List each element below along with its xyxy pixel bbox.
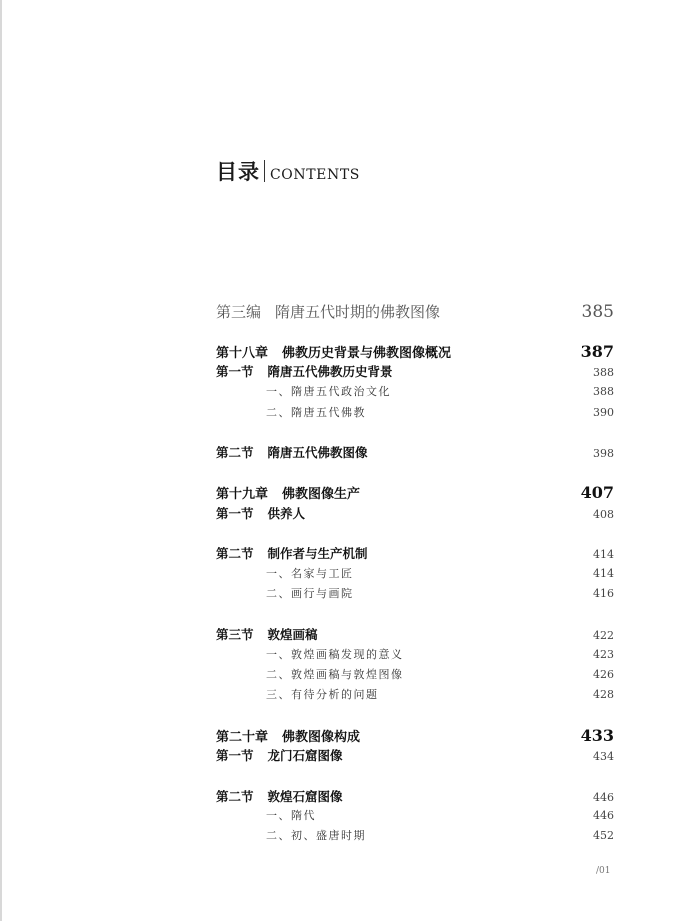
subsection-page: 423	[593, 648, 614, 661]
section-number: 第二节	[216, 445, 254, 460]
section-page: 408	[593, 508, 614, 521]
toc-part[interactable]	[216, 301, 614, 322]
chapter-title: 佛教图像生产	[282, 487, 361, 502]
chapter-number: 第十九章	[216, 487, 269, 502]
section-number: 第二节	[216, 789, 254, 804]
section-page: 388	[593, 366, 614, 379]
toc-subsection[interactable]	[216, 807, 614, 823]
chapter-page: 433	[580, 726, 614, 745]
section-page: 398	[593, 447, 614, 460]
subsection-page: 414	[593, 567, 614, 580]
toc-chapter[interactable]	[216, 483, 614, 502]
chapter-number: 第十八章	[216, 346, 269, 361]
section-page: 422	[593, 629, 614, 642]
chapter-number: 第二十章	[216, 730, 269, 745]
subsection-title: 三、有待分析的问题	[266, 688, 379, 701]
toc-entry-label	[216, 746, 343, 764]
toc-entry-label	[216, 443, 368, 461]
part-title: 隋唐五代时期的佛教图像	[275, 303, 441, 321]
toc-entry-label	[216, 726, 360, 745]
subsection-page: 390	[593, 406, 614, 419]
subsection-title: 二、敦煌画稿与敦煌图像	[266, 668, 404, 681]
toc-subsection[interactable]	[216, 686, 614, 702]
toc-subsection[interactable]	[216, 585, 614, 601]
subsection-page: 452	[593, 829, 614, 842]
toc-subsection[interactable]	[216, 666, 614, 682]
page-folio: /01	[596, 866, 611, 876]
toc-section[interactable]	[216, 504, 614, 522]
part-page: 385	[581, 302, 614, 322]
toc-chapter[interactable]	[216, 726, 614, 745]
subsection-title: 一、敦煌画稿发现的意义	[266, 648, 404, 661]
toc-chapter[interactable]	[216, 342, 614, 361]
section-page: 414	[593, 548, 614, 561]
toc-entry-label	[216, 301, 440, 322]
toc-subsection[interactable]	[216, 565, 614, 581]
section-title: 供养人	[267, 506, 306, 521]
toc-entry-label	[216, 544, 368, 562]
subsection-title: 一、隋唐五代政治文化	[266, 385, 391, 398]
toc-section[interactable]	[216, 746, 614, 764]
toc-entry-label	[216, 504, 305, 522]
subsection-title: 二、初、盛唐时期	[266, 829, 366, 842]
chapter-page: 387	[580, 342, 614, 361]
toc-section[interactable]	[216, 544, 614, 562]
section-title: 敦煌石窟图像	[267, 789, 343, 804]
subsection-title: 一、隋代	[266, 809, 316, 822]
toc-section[interactable]	[216, 443, 614, 461]
subsection-title: 二、画行与画院	[266, 587, 354, 600]
toc-subsection[interactable]	[216, 827, 614, 843]
subsection-page: 416	[593, 587, 614, 600]
toc-subsection[interactable]	[216, 404, 614, 420]
section-number: 第一节	[216, 748, 254, 763]
section-number: 第二节	[216, 546, 254, 561]
heading-chinese: 目录	[216, 159, 260, 184]
part-number: 第三编	[216, 303, 262, 321]
subsection-page: 426	[593, 668, 614, 681]
toc-section[interactable]	[216, 625, 614, 643]
toc-subsection[interactable]	[216, 646, 614, 662]
toc-section[interactable]	[216, 362, 614, 380]
chapter-title: 佛教图像构成	[282, 730, 361, 745]
subsection-title: 二、隋唐五代佛教	[266, 406, 366, 419]
section-number: 第一节	[216, 364, 254, 379]
section-number: 第一节	[216, 506, 254, 521]
toc-entry-label	[216, 342, 451, 361]
section-title: 制作者与生产机制	[267, 546, 368, 561]
toc-entry-label	[216, 483, 360, 502]
subsection-title: 一、名家与工匠	[266, 567, 354, 580]
section-title: 敦煌画稿	[267, 627, 318, 642]
toc-subsection[interactable]	[216, 383, 614, 399]
section-title: 隋唐五代佛教图像	[267, 445, 368, 460]
section-page: 446	[593, 791, 614, 804]
section-number: 第三节	[216, 627, 254, 642]
section-page: 434	[593, 750, 614, 763]
subsection-page: 388	[593, 385, 614, 398]
toc-entry-label	[216, 625, 318, 643]
subsection-page: 446	[593, 809, 614, 822]
chapter-title: 佛教历史背景与佛教图像概况	[282, 346, 452, 361]
section-title: 龙门石窟图像	[267, 748, 343, 763]
chapter-page: 407	[580, 483, 614, 502]
heading-english: CONTENTS	[270, 167, 360, 183]
toc-section[interactable]	[216, 787, 614, 805]
toc-entry-label	[216, 787, 343, 805]
section-title: 隋唐五代佛教历史背景	[267, 364, 393, 379]
toc-entry-label	[216, 362, 393, 380]
subsection-page: 428	[593, 688, 614, 701]
